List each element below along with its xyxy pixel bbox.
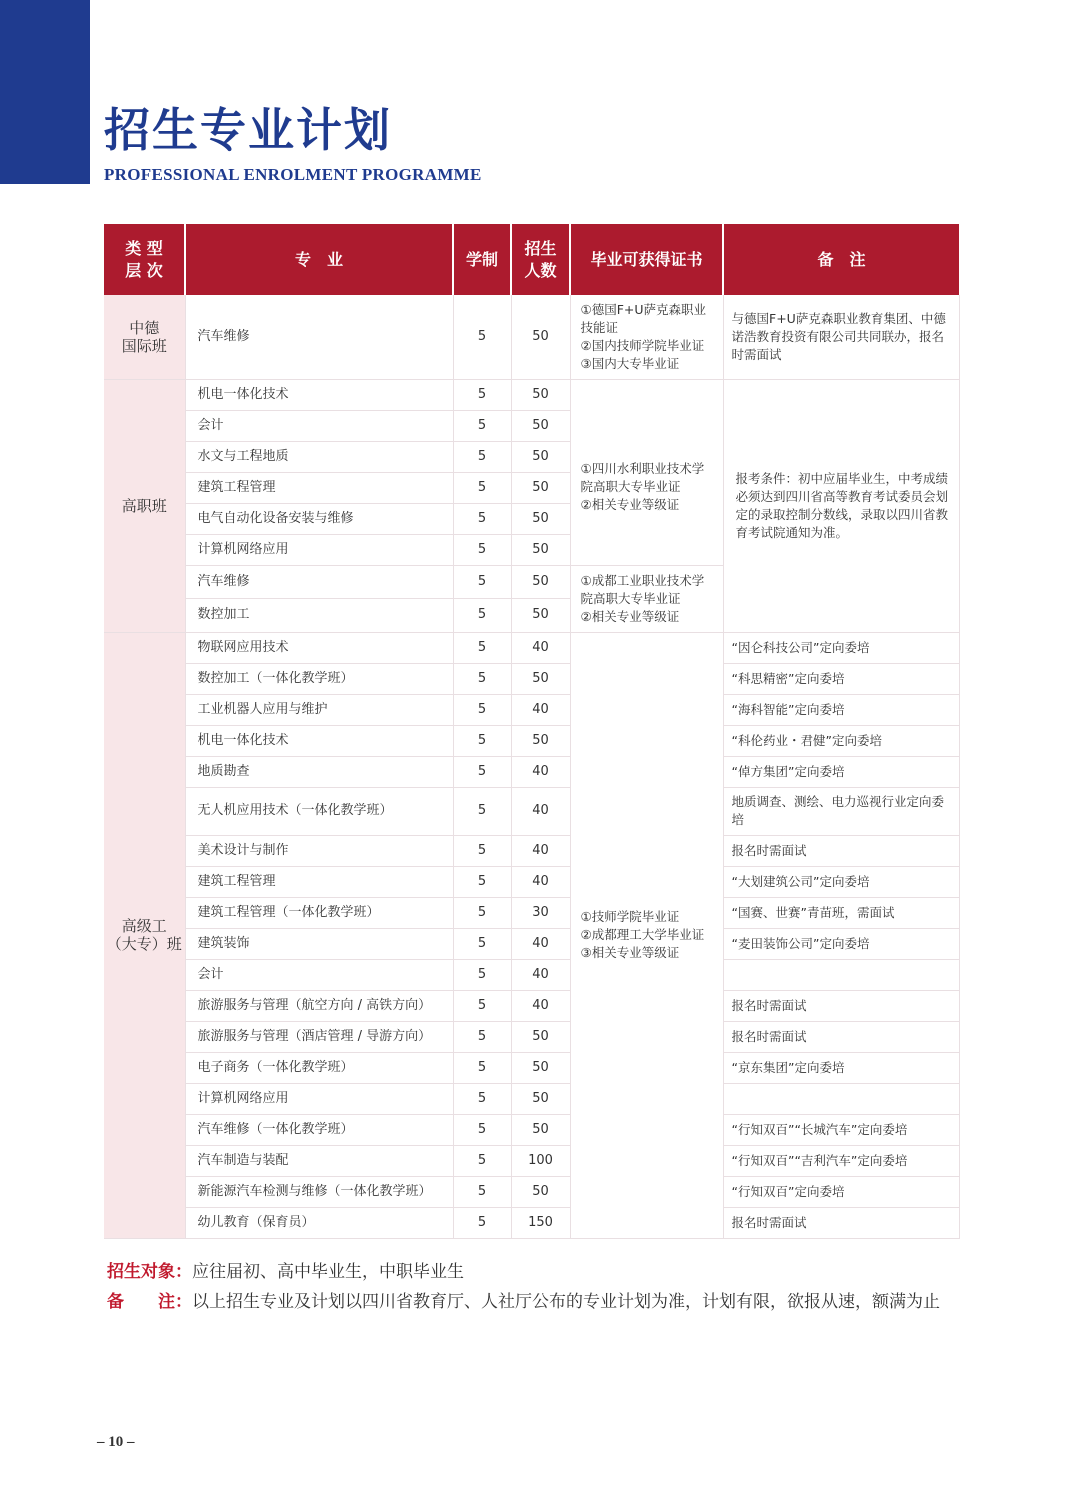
major-cell: 物联网应用技术 <box>185 632 453 663</box>
major-cell: 新能源汽车检测与维修（一体化教学班） <box>185 1176 453 1207</box>
note-cell: “科伦药业・君健”定向委培 <box>723 725 959 756</box>
major-cell: 会计 <box>185 410 453 441</box>
page-number: – 10 – <box>97 1434 135 1450</box>
duration-cell: 5 <box>453 663 511 694</box>
quota-cell: 50 <box>511 379 570 410</box>
note-cell: “行知双百”“吉利汽车”定向委培 <box>723 1145 959 1176</box>
note-cell: “国赛、世赛”青苗班，需面试 <box>723 897 959 928</box>
note-cell: “因仑科技公司”定向委培 <box>723 632 959 663</box>
quota-cell: 50 <box>511 503 570 534</box>
quota-cell: 30 <box>511 897 570 928</box>
major-cell: 旅游服务与管理（酒店管理 / 导游方向） <box>185 1021 453 1052</box>
major-cell: 机电一体化技术 <box>185 725 453 756</box>
major-cell: 电子商务（一体化教学班） <box>185 1052 453 1083</box>
table-row <box>104 835 959 866</box>
duration-cell: 5 <box>453 1052 511 1083</box>
quota-cell: 50 <box>511 410 570 441</box>
duration-cell: 5 <box>453 295 511 379</box>
duration-cell: 5 <box>453 534 511 565</box>
quota-cell: 40 <box>511 756 570 787</box>
table-row <box>104 295 959 379</box>
duration-cell: 5 <box>453 866 511 897</box>
target-text: 应往届初、高中毕业生，中职毕业生 <box>192 1262 464 1282</box>
table-row <box>104 866 959 897</box>
note-cell: “麦田装饰公司”定向委培 <box>723 928 959 959</box>
table-row <box>104 1145 959 1176</box>
table-row <box>104 928 959 959</box>
duration-cell: 5 <box>453 959 511 990</box>
major-cell: 计算机网络应用 <box>185 1083 453 1114</box>
quota-cell: 40 <box>511 959 570 990</box>
quota-cell: 50 <box>511 1052 570 1083</box>
enrolment-remark <box>107 1287 940 1312</box>
category-cell: 高级工 （大专）班 <box>104 632 185 1238</box>
certificate-cell: ①德国F+U萨克森职业技能证 ②国内技师学院毕业证 ③国内大专毕业证 <box>570 295 723 379</box>
major-cell: 汽车维修 <box>185 565 453 598</box>
quota-cell: 40 <box>511 866 570 897</box>
duration-cell: 5 <box>453 441 511 472</box>
duration-cell: 5 <box>453 1021 511 1052</box>
quota-cell: 150 <box>511 1207 570 1238</box>
major-cell: 建筑装饰 <box>185 928 453 959</box>
quota-cell: 50 <box>511 441 570 472</box>
duration-cell: 5 <box>453 1114 511 1145</box>
note-cell: 报考条件：初中应届毕业生，中考成绩必须达到四川省高等教育考试委员会划定的录取控制分数线，录取以四川省教育考试院通知为准。 <box>723 379 959 632</box>
duration-cell: 5 <box>453 632 511 663</box>
quota-cell: 40 <box>511 990 570 1021</box>
note-cell: “行知双百”定向委培 <box>723 1176 959 1207</box>
table-row <box>104 990 959 1021</box>
quota-cell: 50 <box>511 534 570 565</box>
certificate-cell: ①四川水利职业技术学院高职大专毕业证 ②相关专业等级证 <box>570 379 723 565</box>
note-cell: 报名时需面试 <box>723 990 959 1021</box>
header-duration: 学制 <box>453 224 511 295</box>
target-label: 招生对象： <box>107 1262 192 1282</box>
duration-cell: 5 <box>453 990 511 1021</box>
duration-cell: 5 <box>453 410 511 441</box>
duration-cell: 5 <box>453 835 511 866</box>
table-row <box>104 1083 959 1114</box>
duration-cell: 5 <box>453 1083 511 1114</box>
quota-cell: 50 <box>511 1021 570 1052</box>
duration-cell: 5 <box>453 1176 511 1207</box>
duration-cell: 5 <box>453 1145 511 1176</box>
duration-cell: 5 <box>453 1207 511 1238</box>
quota-cell: 50 <box>511 565 570 598</box>
quota-cell: 50 <box>511 1176 570 1207</box>
note-cell: “京东集团”定向委培 <box>723 1052 959 1083</box>
major-cell: 汽车维修（一体化教学班） <box>185 1114 453 1145</box>
duration-cell: 5 <box>453 472 511 503</box>
header-certificate: 毕业可获得证书 <box>570 224 723 295</box>
note-cell: 报名时需面试 <box>723 835 959 866</box>
note-cell: “科思精密”定向委培 <box>723 663 959 694</box>
remark-label: 备 注： <box>107 1292 192 1312</box>
table-row <box>104 694 959 725</box>
quota-cell: 40 <box>511 632 570 663</box>
enrolment-target <box>107 1257 464 1282</box>
duration-cell: 5 <box>453 565 511 598</box>
major-cell: 建筑工程管理 <box>185 472 453 503</box>
table-row <box>104 663 959 694</box>
table-row <box>104 1052 959 1083</box>
quota-cell: 100 <box>511 1145 570 1176</box>
major-cell: 会计 <box>185 959 453 990</box>
note-cell: “行知双百”“长城汽车”定向委培 <box>723 1114 959 1145</box>
enrolment-table <box>104 224 960 1239</box>
quota-cell: 40 <box>511 928 570 959</box>
note-cell: “海科智能”定向委培 <box>723 694 959 725</box>
table-row <box>104 1021 959 1052</box>
duration-cell: 5 <box>453 897 511 928</box>
table-row <box>104 1207 959 1238</box>
major-cell: 无人机应用技术（一体化教学班） <box>185 787 453 835</box>
quota-cell: 40 <box>511 835 570 866</box>
duration-cell: 5 <box>453 787 511 835</box>
major-cell: 工业机器人应用与维护 <box>185 694 453 725</box>
major-cell: 数控加工 <box>185 598 453 632</box>
corner-decoration <box>0 0 90 184</box>
table-row <box>104 897 959 928</box>
header-quota: 招生 人数 <box>511 224 570 295</box>
duration-cell: 5 <box>453 379 511 410</box>
major-cell: 计算机网络应用 <box>185 534 453 565</box>
quota-cell: 50 <box>511 472 570 503</box>
quota-cell: 50 <box>511 1114 570 1145</box>
table-row <box>104 379 959 410</box>
quota-cell: 40 <box>511 694 570 725</box>
major-cell: 电气自动化设备安装与维修 <box>185 503 453 534</box>
major-cell: 建筑工程管理 <box>185 866 453 897</box>
duration-cell: 5 <box>453 598 511 632</box>
quota-cell: 50 <box>511 1083 570 1114</box>
table-row <box>104 1114 959 1145</box>
table-row <box>104 787 959 835</box>
table-row <box>104 959 959 990</box>
major-cell: 建筑工程管理（一体化教学班） <box>185 897 453 928</box>
page-title: 招生专业计划 <box>104 103 392 157</box>
note-cell: 地质调查、测绘、电力巡视行业定向委培 <box>723 787 959 835</box>
major-cell: 数控加工（一体化教学班） <box>185 663 453 694</box>
major-cell: 地质勘查 <box>185 756 453 787</box>
header-major: 专 业 <box>185 224 453 295</box>
major-cell: 美术设计与制作 <box>185 835 453 866</box>
table-row <box>104 1176 959 1207</box>
major-cell: 幼儿教育（保育员） <box>185 1207 453 1238</box>
header-notes: 备 注 <box>723 224 959 295</box>
quota-cell: 50 <box>511 598 570 632</box>
note-cell: 与德国F+U萨克森职业教育集团、中德诺浩教育投资有限公司共同联办，报名时需面试 <box>723 295 959 379</box>
note-cell <box>723 1083 959 1114</box>
table-row <box>104 632 959 663</box>
remark-text: 以上招生专业及计划以四川省教育厅、人社厅公布的专业计划为准，计划有限，欲报从速，额满为止 <box>192 1292 940 1312</box>
quota-cell: 50 <box>511 663 570 694</box>
header-type-level: 类 型 层 次 <box>104 224 185 295</box>
page-subtitle: PROFESSIONAL ENROLMENT PROGRAMME <box>104 165 482 184</box>
table-header-row <box>104 224 959 295</box>
category-cell: 高职班 <box>104 379 185 632</box>
quota-cell: 50 <box>511 725 570 756</box>
major-cell: 水文与工程地质 <box>185 441 453 472</box>
note-cell: 报名时需面试 <box>723 1021 959 1052</box>
note-cell: “倬方集团”定向委培 <box>723 756 959 787</box>
category-cell: 中德 国际班 <box>104 295 185 379</box>
duration-cell: 5 <box>453 503 511 534</box>
duration-cell: 5 <box>453 694 511 725</box>
quota-cell: 50 <box>511 295 570 379</box>
quota-cell: 40 <box>511 787 570 835</box>
major-cell: 汽车制造与装配 <box>185 1145 453 1176</box>
duration-cell: 5 <box>453 756 511 787</box>
certificate-cell: ①技师学院毕业证 ②成都理工大学毕业证 ③相关专业等级证 <box>570 632 723 1238</box>
duration-cell: 5 <box>453 928 511 959</box>
note-cell <box>723 959 959 990</box>
certificate-cell: ①成都工业职业技术学院高职大专毕业证 ②相关专业等级证 <box>570 565 723 632</box>
note-cell: 报名时需面试 <box>723 1207 959 1238</box>
major-cell: 旅游服务与管理（航空方向 / 高铁方向） <box>185 990 453 1021</box>
table-row <box>104 725 959 756</box>
major-cell: 机电一体化技术 <box>185 379 453 410</box>
major-cell: 汽车维修 <box>185 295 453 379</box>
note-cell: “大划建筑公司”定向委培 <box>723 866 959 897</box>
duration-cell: 5 <box>453 725 511 756</box>
table-row <box>104 756 959 787</box>
